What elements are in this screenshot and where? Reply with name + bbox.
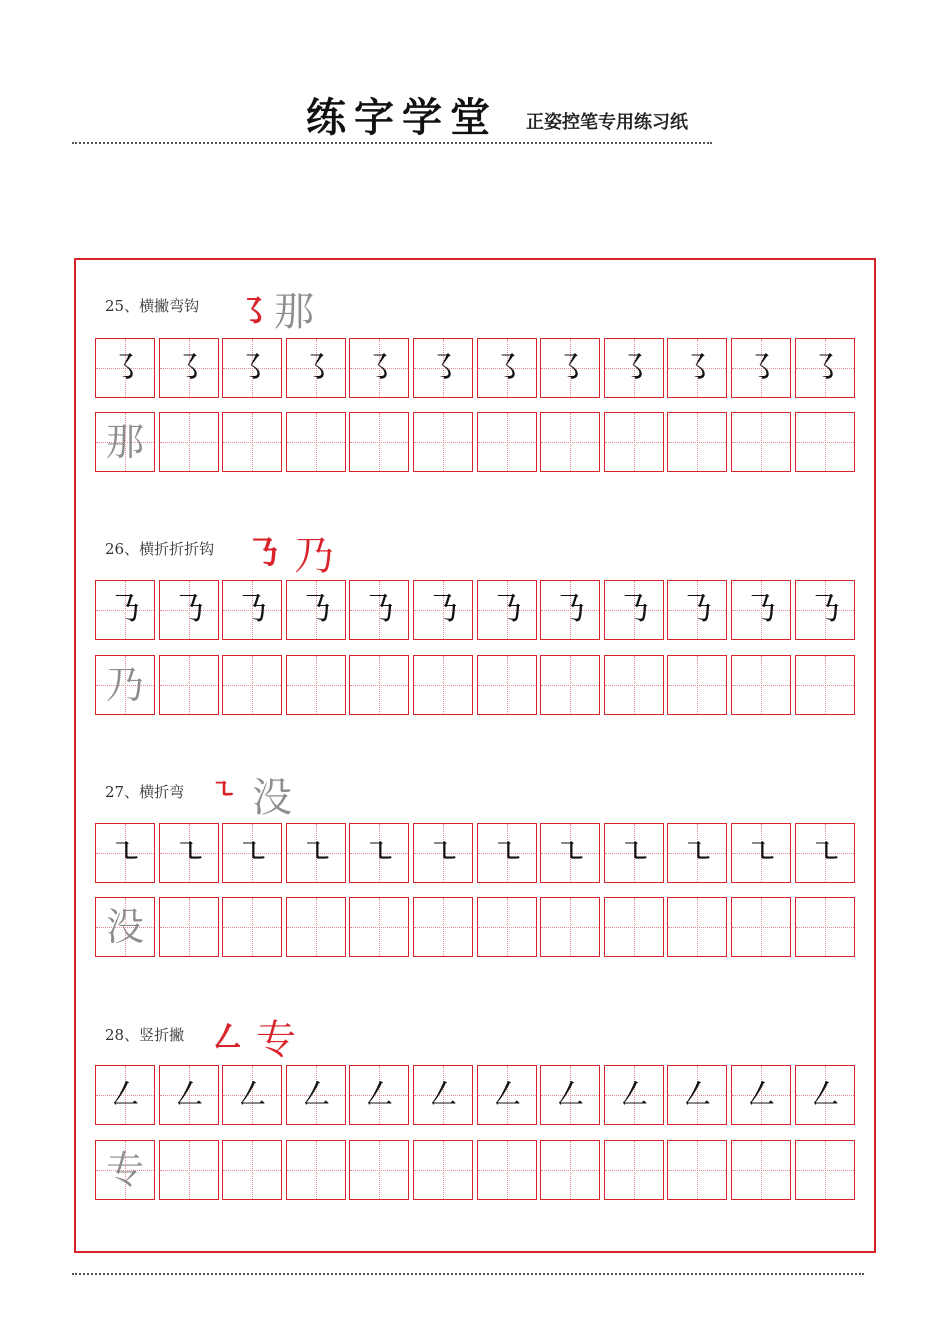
practice-cell [95, 580, 155, 640]
practice-cell [222, 412, 282, 472]
demo-stroke: ㇍ [210, 776, 237, 806]
practice-cell [222, 1065, 282, 1125]
model-stroke: ㇜ [680, 1075, 714, 1115]
model-stroke: ㇍ [680, 833, 714, 873]
section-label: 28、竖折撇 [105, 1026, 185, 1044]
practice-cell [795, 1140, 855, 1200]
practice-cell [159, 338, 219, 398]
model-stroke: ㇍ [108, 833, 142, 873]
cell-guide-vertical [443, 413, 444, 471]
practice-cell [667, 580, 727, 640]
stroke-practice-row [95, 823, 857, 885]
cell-guide-vertical [761, 656, 762, 714]
page-title: 练字学堂 [306, 94, 498, 141]
model-stroke: ㇍ [362, 833, 396, 873]
model-stroke: ㇡ [299, 590, 333, 630]
cell-guide-vertical [443, 1141, 444, 1199]
demo-stroke: ㇌ [236, 292, 270, 332]
practice-cell [604, 580, 664, 640]
practice-cell [159, 897, 219, 957]
practice-cell [222, 823, 282, 883]
practice-cell [413, 655, 473, 715]
practice-cell [413, 412, 473, 472]
header-divider [72, 142, 712, 144]
practice-cell [477, 580, 537, 640]
model-stroke: ㇌ [299, 348, 333, 388]
cell-guide-vertical [316, 898, 317, 956]
practice-cell [795, 1065, 855, 1125]
practice-cell [222, 338, 282, 398]
practice-cell [731, 1140, 791, 1200]
practice-cell [540, 897, 600, 957]
practice-cell [604, 1140, 664, 1200]
practice-cell [349, 412, 409, 472]
practice-cell [95, 338, 155, 398]
model-stroke: ㇡ [553, 590, 587, 630]
demo-stroke: ㇡ [246, 534, 280, 574]
model-stroke: ㇍ [553, 833, 587, 873]
practice-cell [604, 823, 664, 883]
practice-cell [667, 897, 727, 957]
practice-cell [667, 823, 727, 883]
practice-cell [731, 823, 791, 883]
model-stroke: ㇌ [553, 348, 587, 388]
model-stroke: ㇌ [362, 348, 396, 388]
practice-cell [95, 823, 155, 883]
cell-guide-vertical [634, 656, 635, 714]
model-stroke: ㇡ [808, 590, 842, 630]
model-character: 乃 [105, 663, 144, 707]
model-stroke: ㇍ [490, 833, 524, 873]
model-stroke: ㇜ [808, 1075, 842, 1115]
model-stroke: ㇌ [617, 348, 651, 388]
cell-guide-vertical [252, 898, 253, 956]
model-stroke: ㇡ [235, 590, 269, 630]
practice-cell [159, 412, 219, 472]
model-stroke: ㇡ [172, 590, 206, 630]
practice-cell [95, 655, 155, 715]
model-stroke: ㇍ [744, 833, 778, 873]
model-stroke: ㇡ [490, 590, 524, 630]
model-stroke: ㇜ [617, 1075, 651, 1115]
cell-guide-vertical [634, 413, 635, 471]
practice-cell [349, 823, 409, 883]
model-stroke: ㇜ [553, 1075, 587, 1115]
practice-cell [540, 823, 600, 883]
cell-guide-vertical [570, 1141, 571, 1199]
model-stroke: ㇡ [426, 590, 460, 630]
practice-cell [286, 580, 346, 640]
practice-cell [477, 1140, 537, 1200]
practice-cell [159, 1140, 219, 1200]
practice-cell [731, 897, 791, 957]
practice-cell [95, 1065, 155, 1125]
practice-cell [540, 338, 600, 398]
model-stroke: ㇌ [235, 348, 269, 388]
practice-cell [477, 1065, 537, 1125]
footer-divider [72, 1273, 864, 1275]
cell-guide-vertical [761, 898, 762, 956]
model-stroke: ㇜ [426, 1075, 460, 1115]
practice-cell [413, 1065, 473, 1125]
practice-cell [349, 338, 409, 398]
demo-stroke: ㇜ [210, 1018, 244, 1058]
practice-cell [795, 897, 855, 957]
cell-guide-vertical [507, 898, 508, 956]
char-practice-row [95, 897, 857, 959]
practice-cell [795, 412, 855, 472]
practice-cell [159, 655, 219, 715]
practice-cell [95, 412, 155, 472]
model-stroke: ㇌ [108, 348, 142, 388]
practice-cell [731, 580, 791, 640]
cell-guide-vertical [189, 656, 190, 714]
practice-cell [667, 412, 727, 472]
model-character: 那 [105, 420, 144, 464]
model-stroke: ㇜ [172, 1075, 206, 1115]
model-stroke: ㇜ [362, 1075, 396, 1115]
model-stroke: ㇡ [744, 590, 778, 630]
cell-guide-vertical [379, 898, 380, 956]
practice-cell [667, 1140, 727, 1200]
practice-cell [286, 897, 346, 957]
model-stroke: ㇌ [172, 348, 206, 388]
cell-guide-vertical [825, 656, 826, 714]
practice-cell [159, 1065, 219, 1125]
cell-guide-vertical [379, 656, 380, 714]
cell-guide-vertical [697, 656, 698, 714]
cell-guide-vertical [252, 1141, 253, 1199]
cell-guide-vertical [443, 656, 444, 714]
cell-guide-vertical [379, 413, 380, 471]
model-character: 专 [105, 1148, 144, 1192]
practice-cell [95, 897, 155, 957]
practice-cell [413, 580, 473, 640]
cell-guide-vertical [634, 1141, 635, 1199]
stroke-practice-row [95, 1065, 857, 1127]
cell-guide-vertical [761, 413, 762, 471]
model-stroke: ㇡ [362, 590, 396, 630]
char-practice-row [95, 412, 857, 474]
cell-guide-vertical [189, 898, 190, 956]
practice-cell [667, 1065, 727, 1125]
practice-cell [604, 338, 664, 398]
cell-guide-vertical [507, 413, 508, 471]
cell-guide-vertical [825, 1141, 826, 1199]
practice-cell [604, 412, 664, 472]
section-label: 26、横折折折钩 [105, 540, 215, 558]
practice-cell [604, 1065, 664, 1125]
model-stroke: ㇍ [299, 833, 333, 873]
model-stroke: ㇌ [808, 348, 842, 388]
cell-guide-vertical [189, 413, 190, 471]
practice-cell [604, 655, 664, 715]
cell-guide-vertical [570, 656, 571, 714]
practice-cell [286, 1065, 346, 1125]
cell-guide-vertical [189, 1141, 190, 1199]
practice-cell [731, 412, 791, 472]
practice-cell [795, 655, 855, 715]
practice-cell [222, 655, 282, 715]
practice-cell [477, 655, 537, 715]
practice-cell [540, 1065, 600, 1125]
cell-guide-vertical [316, 1141, 317, 1199]
practice-cell [795, 338, 855, 398]
model-stroke: ㇍ [172, 833, 206, 873]
cell-guide-vertical [252, 413, 253, 471]
practice-cell [413, 338, 473, 398]
model-stroke: ㇍ [617, 833, 651, 873]
model-stroke: ㇍ [426, 833, 460, 873]
cell-guide-vertical [634, 898, 635, 956]
practice-cell [286, 1140, 346, 1200]
cell-guide-vertical [825, 413, 826, 471]
practice-cell [286, 412, 346, 472]
practice-cell [349, 897, 409, 957]
practice-cell [286, 823, 346, 883]
practice-cell [540, 655, 600, 715]
cell-guide-vertical [507, 1141, 508, 1199]
section-label: 27、横折弯 [105, 783, 185, 801]
practice-cell [731, 1065, 791, 1125]
practice-cell [95, 1140, 155, 1200]
cell-guide-vertical [761, 1141, 762, 1199]
cell-guide-vertical [316, 656, 317, 714]
practice-cell [159, 823, 219, 883]
practice-cell [477, 338, 537, 398]
practice-cell [540, 412, 600, 472]
practice-cell [477, 897, 537, 957]
practice-cell [540, 1140, 600, 1200]
model-stroke: ㇡ [617, 590, 651, 630]
model-character: 没 [105, 905, 144, 949]
cell-guide-vertical [570, 898, 571, 956]
practice-cell [477, 823, 537, 883]
practice-cell [667, 338, 727, 398]
practice-cell [349, 580, 409, 640]
stroke-practice-row [95, 338, 857, 400]
model-stroke: ㇜ [744, 1075, 778, 1115]
stroke-practice-row [95, 580, 857, 642]
practice-cell [349, 655, 409, 715]
cell-guide-vertical [316, 413, 317, 471]
model-stroke: ㇜ [490, 1075, 524, 1115]
practice-cell [286, 338, 346, 398]
model-stroke: ㇜ [299, 1075, 333, 1115]
page-subtitle: 正姿控笔专用练习纸 [526, 112, 688, 133]
practice-cell [222, 897, 282, 957]
model-stroke: ㇌ [490, 348, 524, 388]
cell-guide-vertical [379, 1141, 380, 1199]
practice-cell [413, 1140, 473, 1200]
cell-guide-vertical [252, 656, 253, 714]
model-stroke: ㇌ [744, 348, 778, 388]
practice-cell [477, 412, 537, 472]
practice-cell [349, 1065, 409, 1125]
practice-cell [222, 1140, 282, 1200]
model-stroke: ㇍ [808, 833, 842, 873]
model-stroke: ㇜ [235, 1075, 269, 1115]
char-practice-row [95, 655, 857, 717]
practice-cell [413, 897, 473, 957]
practice-cell [349, 1140, 409, 1200]
model-stroke: ㇡ [680, 590, 714, 630]
demo-character: 专 [256, 1017, 296, 1063]
model-stroke: ㇡ [108, 590, 142, 630]
model-stroke: ㇍ [235, 833, 269, 873]
practice-cell [159, 580, 219, 640]
cell-guide-vertical [570, 413, 571, 471]
practice-cell [731, 655, 791, 715]
cell-guide-vertical [507, 656, 508, 714]
demo-character: 没 [252, 775, 292, 821]
cell-guide-vertical [697, 1141, 698, 1199]
practice-cell [222, 580, 282, 640]
practice-cell [731, 338, 791, 398]
model-stroke: ㇜ [108, 1075, 142, 1115]
practice-cell [795, 823, 855, 883]
practice-cell [413, 823, 473, 883]
cell-guide-vertical [825, 898, 826, 956]
cell-guide-vertical [697, 413, 698, 471]
practice-cell [604, 897, 664, 957]
model-stroke: ㇌ [680, 348, 714, 388]
demo-character: 乃 [294, 533, 334, 579]
section-label: 25、横撇弯钩 [105, 297, 200, 315]
model-stroke: ㇌ [426, 348, 460, 388]
practice-cell [540, 580, 600, 640]
cell-guide-vertical [697, 898, 698, 956]
char-practice-row [95, 1140, 857, 1202]
practice-cell [667, 655, 727, 715]
practice-cell [795, 580, 855, 640]
practice-cell [286, 655, 346, 715]
demo-character: 那 [274, 289, 314, 335]
cell-guide-vertical [443, 898, 444, 956]
